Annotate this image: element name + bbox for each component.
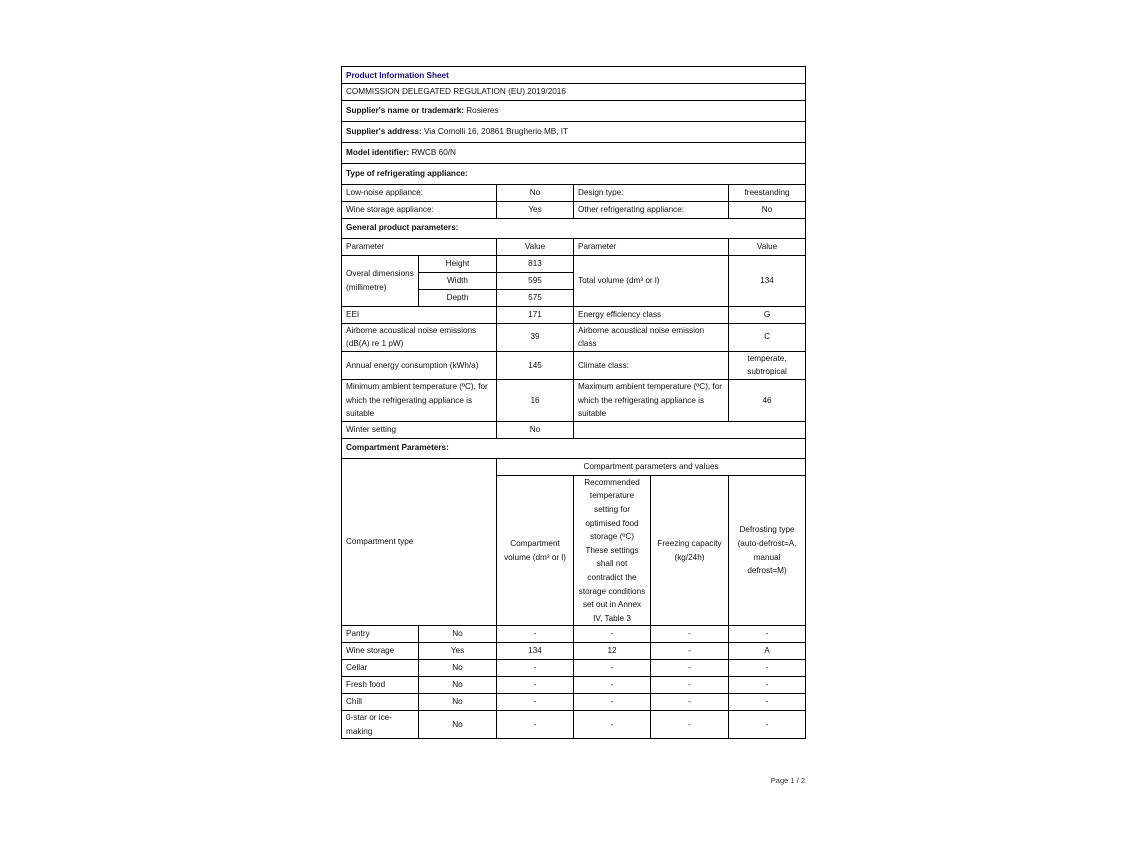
eei-value: 171 (497, 306, 574, 323)
width-label: Width (419, 272, 497, 289)
compartment-name: 0-star or ice-making (342, 711, 419, 739)
low-noise-label: Low-noise appliance: (342, 184, 497, 201)
model-identifier-label: Model identifier: (346, 147, 410, 157)
compartment-volume: - (497, 711, 574, 739)
max-ambient-temp-label: Maximum ambient temperature (ºC), for which the refrigerating appliance is suitable (574, 379, 729, 421)
compartment-temp: - (574, 626, 651, 643)
col-defrosting-type: Defrosting type (auto-defrost=A, manual defrost=M) (729, 475, 806, 626)
compartment-present: No (419, 626, 497, 643)
supplier-name-value: Rosieres (466, 105, 499, 115)
width-value: 595 (497, 272, 574, 289)
compartment-row (342, 711, 806, 739)
annual-energy-value: 145 (497, 351, 574, 379)
model-identifier-value: RWCB 60/N (411, 147, 456, 157)
model-identifier-row (342, 142, 806, 163)
compartment-defrost: - (729, 694, 806, 711)
winter-setting-value: No (497, 421, 574, 438)
other-appliance-value: No (729, 201, 806, 218)
compartment-defrost: - (729, 660, 806, 677)
compartment-type-header: Compartment type (342, 458, 497, 626)
min-ambient-temp-value: 16 (497, 379, 574, 421)
compartment-defrost: - (729, 626, 806, 643)
compartment-name: Fresh food (342, 677, 419, 694)
height-value: 813 (497, 255, 574, 272)
compartment-name: Pantry (342, 626, 419, 643)
noise-emissions-value: 39 (497, 323, 574, 351)
compartment-temp: - (574, 677, 651, 694)
climate-class-label: Climate class: (574, 351, 729, 379)
compartment-present: No (419, 711, 497, 739)
product-information-sheet (341, 66, 805, 739)
wine-storage-appliance-value: Yes (497, 201, 574, 218)
supplier-address-row (342, 121, 806, 142)
energy-class-label: Energy efficiency class (574, 306, 729, 323)
climate-class-value: temperate, subtropical (729, 351, 806, 379)
compartment-volume: - (497, 694, 574, 711)
supplier-address-value: Via Comolli 16, 20861 Brugherio MB, IT (423, 126, 569, 136)
noise-class-label: Airborne acoustical noise emission class (574, 323, 729, 351)
compartment-defrost: A (729, 643, 806, 660)
compartment-defrost: - (729, 711, 806, 739)
compartment-volume: - (497, 677, 574, 694)
empty-cell (574, 421, 806, 438)
energy-class-value: G (729, 306, 806, 323)
compartment-name: Chill (342, 694, 419, 711)
min-ambient-temp-label: Minimum ambient temperature (ºC), for which the refrigerating appliance is suitable (342, 379, 497, 421)
compartment-row (342, 694, 806, 711)
noise-class-value: C (729, 323, 806, 351)
col-freezing-capacity: Freezing capacity (kg/24h) (651, 475, 729, 626)
compartment-row (342, 660, 806, 677)
general-col-value: Value (497, 238, 574, 255)
compartment-group-header: Compartment parameters and values (497, 458, 806, 475)
wine-storage-appliance-label: Wine storage appliance: (342, 201, 497, 218)
general-col-value-2: Value (729, 238, 806, 255)
compartment-present: Yes (419, 643, 497, 660)
compartment-temp: - (574, 711, 651, 739)
compartment-freezing: - (651, 677, 729, 694)
type-section-heading: Type of refrigerating appliance: (342, 163, 806, 184)
general-section-heading: General product parameters: (342, 218, 806, 238)
compartment-present: No (419, 660, 497, 677)
compartment-volume: 134 (497, 643, 574, 660)
depth-value: 575 (497, 289, 574, 306)
compartment-freezing: - (651, 626, 729, 643)
compartment-freezing: - (651, 694, 729, 711)
design-type-label: Design type: (574, 184, 729, 201)
compartment-volume: - (497, 660, 574, 677)
page-number: Page 1 / 2 (770, 776, 805, 785)
total-volume-label: Total volume (dm³ or l) (574, 255, 729, 306)
page-title: Product Information Sheet (342, 67, 806, 84)
max-ambient-temp-value: 46 (729, 379, 806, 421)
overall-dimensions-label: Overal dimensions (millimetre) (342, 255, 419, 306)
supplier-name-row (342, 100, 806, 121)
compartment-temp: - (574, 660, 651, 677)
compartment-row (342, 643, 806, 660)
general-col-parameter: Parameter (342, 238, 497, 255)
total-volume-value: 134 (729, 255, 806, 306)
compartment-freezing: - (651, 643, 729, 660)
low-noise-value: No (497, 184, 574, 201)
compartment-name: Wine storage (342, 643, 419, 660)
regulation-text: COMMISSION DELEGATED REGULATION (EU) 2019/2016 (342, 83, 806, 100)
info-table (341, 66, 806, 739)
compartment-present: No (419, 677, 497, 694)
col-recommended-temp: Recommended temperature setting for optimised food storage (ºC) These settings shall not contradict the storage conditions set out in Annex IV, Table 3 (574, 475, 651, 626)
other-appliance-label: Other refrigerating appliance: (574, 201, 729, 218)
compartment-row (342, 626, 806, 643)
design-type-value: freestanding (729, 184, 806, 201)
noise-emissions-label: Airborne acoustical noise emissions (dB(A) re 1 pW) (342, 323, 497, 351)
compartment-section-heading: Compartment Parameters: (342, 438, 806, 458)
supplier-name-label: Supplier's name or trademark: (346, 105, 464, 115)
general-col-parameter-2: Parameter (574, 238, 729, 255)
supplier-address-label: Supplier's address: (346, 126, 422, 136)
eei-label: EEI (342, 306, 497, 323)
depth-label: Depth (419, 289, 497, 306)
compartment-temp: - (574, 694, 651, 711)
winter-setting-label: Winter setting (342, 421, 497, 438)
annual-energy-label: Annual energy consumption (kWh/a) (342, 351, 497, 379)
compartment-row (342, 677, 806, 694)
col-compartment-volume: Compartment volume (dm³ or l) (497, 475, 574, 626)
compartment-name: Cellar (342, 660, 419, 677)
compartment-present: No (419, 694, 497, 711)
compartment-volume: - (497, 626, 574, 643)
compartment-temp: 12 (574, 643, 651, 660)
height-label: Height (419, 255, 497, 272)
compartment-freezing: - (651, 660, 729, 677)
compartment-defrost: - (729, 677, 806, 694)
compartment-freezing: - (651, 711, 729, 739)
